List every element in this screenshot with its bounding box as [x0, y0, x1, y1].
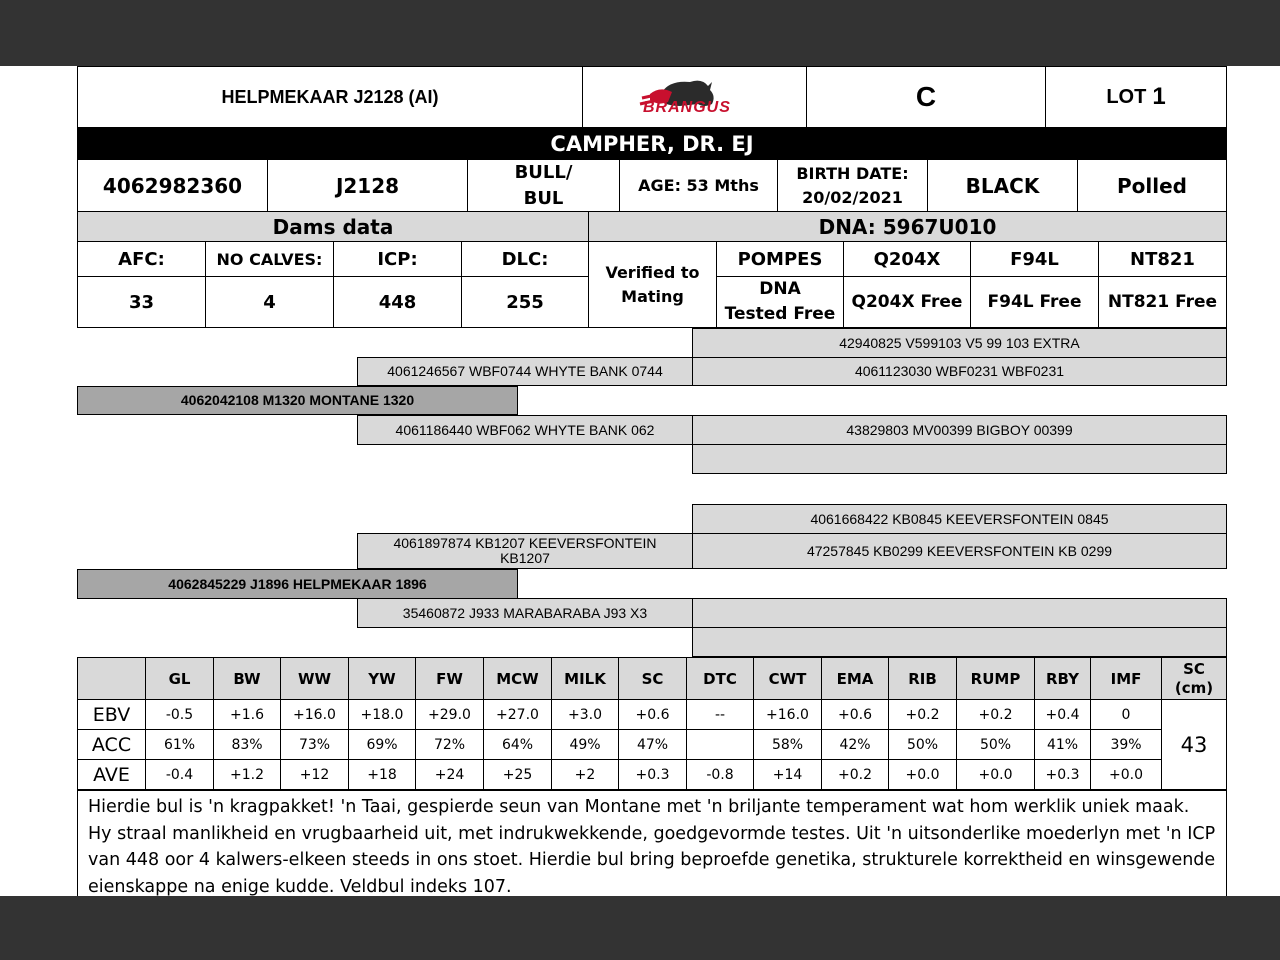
ebv-cell: 0: [1091, 700, 1162, 730]
acc-cell: 72%: [416, 730, 484, 760]
ave-row: [78, 760, 1227, 790]
birth-date: 20/02/2021: [802, 187, 903, 207]
breeder-name: CAMPHER, DR. EJ: [77, 127, 1227, 160]
ebv-col-header: EMA: [822, 658, 889, 700]
pedigree-dam-sire: 4061897874 KB1207 KEEVERSFONTEIN KB1207: [357, 533, 693, 569]
sex: [467, 159, 620, 212]
calves-label: NO CALVES:: [205, 241, 334, 277]
pedigree-dam: 4062845229 J1896 HELPMEKAAR 1896: [77, 569, 518, 599]
ebv-col-header: SC: [619, 658, 687, 700]
pedigree-dam-sire-dam: 47257845 KB0299 KEEVERSFONTEIN KB 0299: [692, 533, 1227, 569]
ebv-col-header: IMF: [1091, 658, 1162, 700]
verified-line1: Verified to: [605, 262, 700, 282]
ave-cell: +24: [416, 760, 484, 790]
age: AGE: 53 Mths: [619, 159, 778, 212]
acc-cell: 61%: [146, 730, 214, 760]
ave-cell: +1.2: [214, 760, 281, 790]
sex-line1: BULL/: [514, 161, 573, 183]
ave-cell: -0.8: [687, 760, 754, 790]
dlc-label: DLC:: [461, 241, 589, 277]
ave-cell: +0.0: [889, 760, 957, 790]
ebv-col-header: DTC: [687, 658, 754, 700]
horn-status: Polled: [1077, 159, 1227, 212]
dna-result-f94l: F94L Free: [970, 276, 1099, 328]
ave-cell: +12: [281, 760, 349, 790]
pedigree-dam-sire-sire: 4061668422 KB0845 KEEVERSFONTEIN 0845: [692, 504, 1227, 534]
calves-value: 4: [205, 276, 334, 328]
sc-value: 43: [1162, 700, 1227, 790]
acc-cell: 50%: [957, 730, 1035, 760]
pedigree-sire-dam-sire: 43829803 MV00399 BIGBOY 00399: [692, 415, 1227, 445]
ebv-cell: +16.0: [281, 700, 349, 730]
birth-date-box: [777, 159, 928, 212]
dna-result-q204x: Q204X Free: [843, 276, 971, 328]
acc-cell: 50%: [889, 730, 957, 760]
ave-cell: +2: [552, 760, 619, 790]
lot-label: LOT: [1106, 85, 1147, 108]
animal-id: J2128: [267, 159, 468, 212]
lot-card: [0, 66, 1280, 896]
pedigree-sire-sire-sire: 42940825 V599103 V5 99 103 EXTRA: [692, 328, 1227, 358]
lot-box: [1045, 66, 1227, 128]
ave-cell: +0.2: [822, 760, 889, 790]
pedigree-sire-sire-dam: 4061123030 WBF0231 WBF0231: [692, 357, 1227, 386]
pedigree-sire-dam: 4061186440 WBF062 WHYTE BANK 062: [357, 415, 693, 445]
acc-cell: 41%: [1035, 730, 1091, 760]
ebv-cell: +0.2: [889, 700, 957, 730]
pedigree-sire-sire: 4061246567 WBF0744 WHYTE BANK 0744: [357, 357, 693, 386]
ebv-cell: --: [687, 700, 754, 730]
icp-value: 448: [333, 276, 462, 328]
ebv-col-header: WW: [281, 658, 349, 700]
ebv-cell: +27.0: [484, 700, 552, 730]
ebv-cell: +3.0: [552, 700, 619, 730]
ebv-cell: +0.6: [822, 700, 889, 730]
acc-cell: 69%: [349, 730, 416, 760]
ebv-col-header: RIB: [889, 658, 957, 700]
sex-line2: BUL: [523, 187, 564, 209]
icp-label: ICP:: [333, 241, 462, 277]
ave-cell: +25: [484, 760, 552, 790]
ebv-col-header: RBY: [1035, 658, 1091, 700]
dna-test-name-pompes: POMPES: [716, 241, 844, 277]
ebv-col-header: GL: [146, 658, 214, 700]
acc-cell: 83%: [214, 730, 281, 760]
pedigree-sire-dam-dam: [692, 444, 1227, 474]
grade: C: [806, 66, 1046, 128]
dna-title: DNA: 5967U010: [588, 211, 1227, 242]
ave-cell: +0.0: [1091, 760, 1162, 790]
ebv-col-header: MILK: [552, 658, 619, 700]
pedigree-dam-dam-dam: [692, 627, 1227, 657]
ebv-col-header: MCW: [484, 658, 552, 700]
ebv-cell: +18.0: [349, 700, 416, 730]
ebv-col-header: BW: [214, 658, 281, 700]
row-label: EBV: [78, 700, 146, 730]
ave-cell: +0.3: [619, 760, 687, 790]
brangus-logo: [582, 66, 807, 128]
pedigree-dam-dam: 35460872 J933 MARABARABA J93 X3: [357, 598, 693, 628]
acc-cell: 42%: [822, 730, 889, 760]
ebv-cell: +16.0: [754, 700, 822, 730]
colour: BLACK: [927, 159, 1078, 212]
ebv-cell: +0.2: [957, 700, 1035, 730]
ebv-table: [77, 657, 1227, 790]
ave-cell: +14: [754, 760, 822, 790]
birth-label: BIRTH DATE:: [796, 163, 909, 183]
ebv-cell: +1.6: [214, 700, 281, 730]
sc-header: [1162, 658, 1227, 700]
logo-text: BRANGUS: [643, 99, 731, 116]
ebv-header-row: [78, 658, 1227, 700]
verified-line2: Mating: [621, 286, 684, 306]
sc-header-line2: (cm): [1174, 678, 1214, 697]
ebv-col-header: FW: [416, 658, 484, 700]
ebv-cell: +0.4: [1035, 700, 1091, 730]
ave-cell: +0.3: [1035, 760, 1091, 790]
ave-cell: -0.4: [146, 760, 214, 790]
acc-cell: 58%: [754, 730, 822, 760]
acc-cell: 39%: [1091, 730, 1162, 760]
dna-result-line2: Tested Free: [724, 304, 836, 324]
sc-header-line1: SC: [1183, 659, 1205, 678]
verified-to-mating: [588, 241, 717, 328]
dna-result-pompes: [716, 276, 844, 328]
animal-name: HELPMEKAAR J2128 (AI): [77, 66, 583, 128]
acc-row: [78, 730, 1227, 760]
acc-cell: 49%: [552, 730, 619, 760]
pedigree-dam-dam-sire: [692, 598, 1227, 628]
ebv-corner: [78, 658, 146, 700]
ebv-col-header: YW: [349, 658, 416, 700]
afc-label: AFC:: [77, 241, 206, 277]
acc-cell: 64%: [484, 730, 552, 760]
reg-number: 4062982360: [77, 159, 268, 212]
dlc-value: 255: [461, 276, 589, 328]
ave-cell: +0.0: [957, 760, 1035, 790]
pedigree-sire: 4062042108 M1320 MONTANE 1320: [77, 386, 518, 415]
ebv-col-header: CWT: [754, 658, 822, 700]
dna-result-nt821: NT821 Free: [1098, 276, 1227, 328]
afc-value: 33: [77, 276, 206, 328]
ebv-cell: -0.5: [146, 700, 214, 730]
dams-title: Dams data: [77, 211, 589, 242]
ebv-cell: +29.0: [416, 700, 484, 730]
dna-test-name-f94l: F94L: [970, 241, 1099, 277]
ebv-cell: +0.6: [619, 700, 687, 730]
acc-cell: 47%: [619, 730, 687, 760]
row-label: AVE: [78, 760, 146, 790]
ebv-row: [78, 700, 1227, 730]
description: Hierdie bul is 'n kragpakket! 'n Taai, gespierde seun van Montane met 'n briljante temperament wat hom werklik uniek maak. Hy straal manlikheid en vrugbaarheid uit, met indrukwekkende, goedgevormde testes. Uit 'n uitsonderlike moederlyn met 'n ICP van 448 oor 4 kalwers-elkeen steeds in ons stoet. Hierdie bul bring beproefde genetika, strukturele korrektheid en winsgewende eienskappe na enige kudde. Veldbul indeks 107.: [77, 790, 1227, 896]
row-label: ACC: [78, 730, 146, 760]
acc-cell: [687, 730, 754, 760]
ave-cell: +18: [349, 760, 416, 790]
dna-result-line1: DNA: [759, 279, 801, 299]
dna-test-name-q204x: Q204X: [843, 241, 971, 277]
lot-number: 1: [1152, 83, 1166, 110]
ebv-col-header: RUMP: [957, 658, 1035, 700]
dna-test-name-nt821: NT821: [1098, 241, 1227, 277]
acc-cell: 73%: [281, 730, 349, 760]
